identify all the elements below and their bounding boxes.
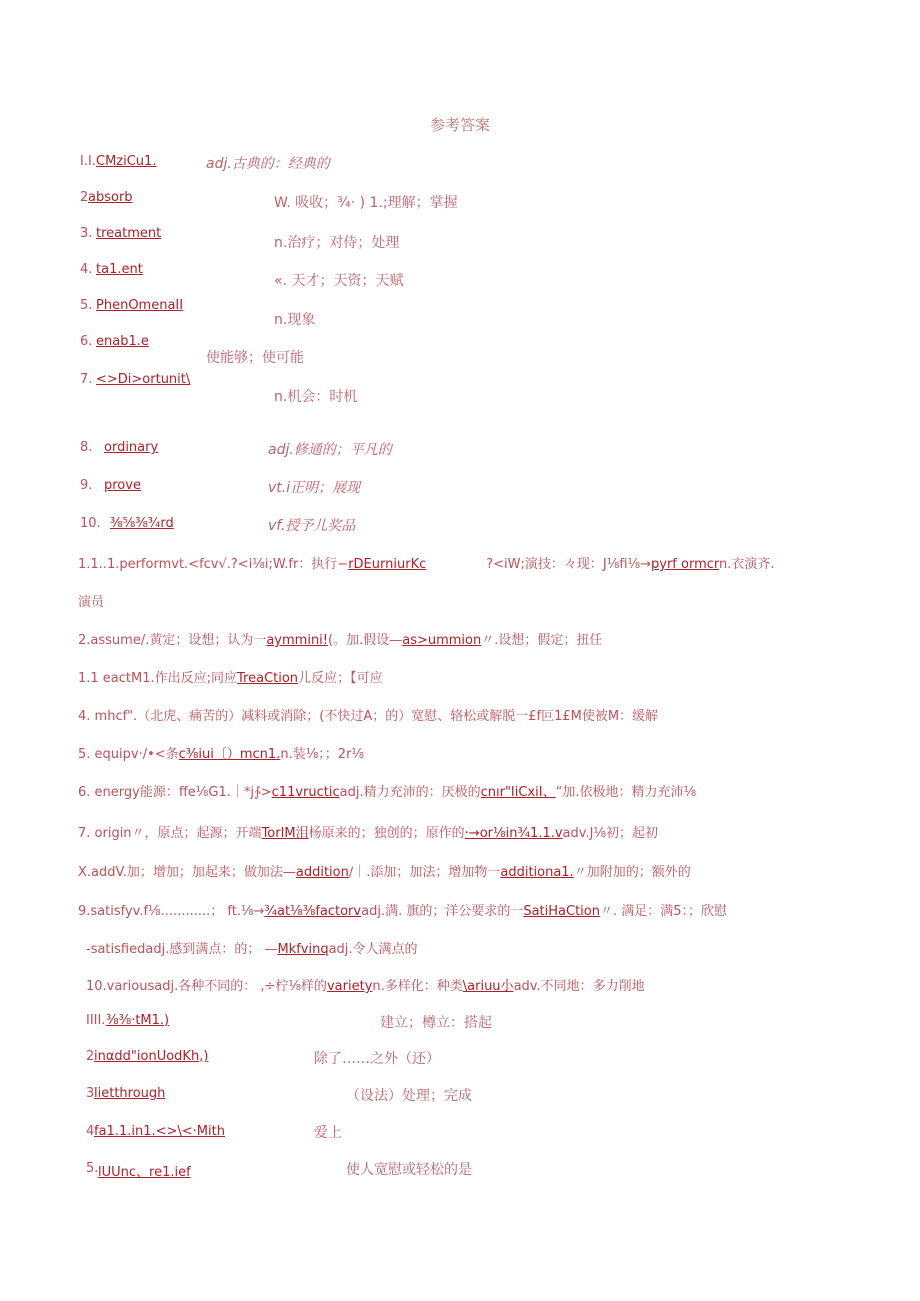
line-text: 1.1 eactM1.作出反应;同应 bbox=[78, 671, 238, 686]
line-text: n.多样化：种类 bbox=[372, 979, 463, 994]
line-text: 2.assume/.黄定；设想；认为一 bbox=[78, 633, 267, 648]
derived-word: SatiHaCtion bbox=[523, 904, 600, 919]
phrase-def: 除了……之外（还） bbox=[314, 1051, 440, 1067]
phrase-def: 爱上 bbox=[314, 1125, 342, 1141]
vocab-num: 10. bbox=[80, 516, 101, 531]
line-text: -satisfiedadj.感到满点：的； — bbox=[86, 942, 278, 957]
derived-word: ·→or⅛in¾1.1.v bbox=[464, 826, 563, 841]
line-text: n.装⅛；；2r⅛ bbox=[280, 747, 365, 762]
derived-word: TorIM泪 bbox=[261, 826, 309, 841]
derived-word: c11vructic bbox=[271, 785, 340, 800]
vocab-def: vf.授予儿奖品 bbox=[268, 518, 356, 534]
phrase-num: 3 bbox=[86, 1086, 95, 1101]
phrase-def: 使人宽慰或轻松的是 bbox=[346, 1162, 472, 1178]
derivation-line bbox=[78, 705, 658, 724]
derived-word: addition bbox=[295, 865, 349, 880]
phrase-word: ⅜⅜·tM1.) bbox=[106, 1013, 170, 1028]
vocab-word: PhenOmenaII bbox=[96, 298, 184, 313]
vocab-num: 2 bbox=[80, 190, 89, 205]
derived-word: c⅜iui〔）mcn1. bbox=[178, 747, 281, 762]
line-text: “加.依极地：精力充沛⅛ bbox=[555, 785, 697, 800]
line-text: adj.精力充沛的：厌极的 bbox=[339, 785, 481, 800]
derivation-line bbox=[78, 629, 602, 648]
phrase-word: lUUnc、re1.ief bbox=[98, 1165, 191, 1180]
vocab-word: ordinary bbox=[104, 440, 159, 455]
derivation-line bbox=[78, 781, 696, 800]
vocab-def: n.机会：时机 bbox=[274, 389, 358, 405]
line-text: ∕｜.添加；加法；增加物一 bbox=[348, 865, 501, 880]
vocab-word: treatment bbox=[96, 226, 162, 241]
derived-word: variety bbox=[326, 979, 373, 994]
vocab-word: ⅜⅝⅜¾rd bbox=[110, 516, 174, 531]
vocab-word: prove bbox=[104, 478, 141, 493]
line-text: 6. energy能源：ffe⅛G1.｜*j∱> bbox=[78, 785, 272, 800]
phrase-num: 5. bbox=[86, 1161, 99, 1176]
line-text: (。加.假设— bbox=[328, 633, 403, 648]
derivation-line bbox=[86, 975, 645, 994]
phrase-word: lietthrough bbox=[94, 1086, 166, 1101]
derived-word: additiona1. bbox=[500, 865, 574, 880]
vocab-word: <>Di>ortunit\ bbox=[96, 372, 191, 387]
derived-word: pyrf ormcr bbox=[651, 557, 720, 572]
derived-word: Mkfvinq bbox=[277, 942, 329, 957]
derivation-line bbox=[78, 861, 691, 880]
vocab-def: «. 天才；天资；天赋 bbox=[274, 273, 404, 289]
line-text: 杨原来的；独创的；原作的 bbox=[308, 826, 465, 841]
line-text: adj.令人满点的 bbox=[328, 942, 418, 957]
derivation-line bbox=[78, 822, 658, 841]
derived-word: TreaCtion bbox=[237, 671, 299, 686]
page-title: 参考答案 bbox=[430, 116, 491, 134]
derived-word: aymmini! bbox=[266, 633, 329, 648]
vocab-word: CMziCu1. bbox=[96, 154, 157, 169]
derivation-line bbox=[78, 553, 775, 572]
vocab-word: enab1.e bbox=[96, 334, 149, 349]
phrase-num: 2 bbox=[86, 1049, 95, 1064]
derivation-line bbox=[78, 591, 104, 610]
vocab-word: absorb bbox=[88, 190, 133, 205]
phrase-def: （设法）处理；完成 bbox=[346, 1088, 472, 1104]
vocab-def: adj.修通的；平凡的 bbox=[268, 442, 392, 458]
phrase-num: IIII. bbox=[86, 1013, 106, 1028]
vocab-num: 4. bbox=[80, 262, 93, 277]
phrase-num: 4 bbox=[86, 1124, 95, 1139]
line-text: adv.J⅛初；起初 bbox=[562, 826, 659, 841]
derived-word: rDEurniurKc bbox=[348, 557, 427, 572]
line-text: ?<iW;演技：々现：J⅛fi⅛→ bbox=[486, 557, 652, 572]
derivation-line bbox=[78, 900, 727, 919]
vocab-num: 5. bbox=[80, 298, 93, 313]
line-text: 演员 bbox=[78, 595, 105, 610]
derived-word: ¾at⅛⅜factorv bbox=[264, 904, 362, 919]
line-text: adj.满. 旗的；洋公要求的一 bbox=[361, 904, 524, 919]
vocab-def: 使能够；使可能 bbox=[206, 350, 304, 366]
vocab-num: 8. bbox=[80, 440, 93, 455]
derived-word: as>ummion bbox=[402, 633, 482, 648]
phrase-word: inαdd"ionUodKh,) bbox=[94, 1049, 209, 1064]
line-text: 〃加附加的；额外的 bbox=[573, 865, 691, 880]
line-text: 〃.设想；假定；扭任 bbox=[481, 633, 603, 648]
vocab-def: adj.古典的：经典的 bbox=[206, 156, 330, 172]
vocab-num: 3. bbox=[80, 226, 93, 241]
line-text: 10.variousadj.各种不同的： ,÷柠⅛样的 bbox=[86, 979, 327, 994]
vocab-num: I.I. bbox=[80, 154, 96, 169]
phrase-word: fa1.1.in1.<>\<·Mith bbox=[94, 1124, 225, 1139]
line-text: 5. equipv·/•<条 bbox=[78, 747, 179, 762]
vocab-word: ta1.ent bbox=[96, 262, 143, 277]
line-text: 9.satisfyv.f⅛............； ft.⅛→ bbox=[78, 904, 265, 919]
derived-word: cnır"IiCxiI、 bbox=[480, 785, 556, 800]
line-text: 1.1..1.performvt.<fcv√.?<i⅛i;W.fr：执行− bbox=[78, 557, 349, 572]
vocab-num: 7. bbox=[80, 372, 93, 387]
vocab-num: 6. bbox=[80, 334, 93, 349]
line-text: 〃. 满足：满5：；欣慰 bbox=[600, 904, 728, 919]
line-text: 儿反应；【可应 bbox=[298, 671, 383, 686]
vocab-num: 9. bbox=[80, 478, 93, 493]
line-text: X.addV.加；增加；加起来；做加法— bbox=[78, 865, 296, 880]
derivation-line bbox=[78, 667, 383, 686]
derivation-line bbox=[78, 743, 364, 762]
vocab-def: n.现象 bbox=[274, 312, 316, 328]
line-text: 4. mhcf".（北虎、痛苦的）减料或消除；(不快过A；的）宽慰、辂松或解脱一£f叵1£M使被M：缓解 bbox=[78, 709, 659, 724]
vocab-def: W. 吸收；¾· ) 1.;理解；掌握 bbox=[274, 195, 458, 211]
vocab-def: n.治疗；对侍；处理 bbox=[274, 235, 400, 251]
vocab-def: vt.i正明；展现 bbox=[268, 480, 361, 496]
derived-word: \ariuu小 bbox=[462, 979, 514, 994]
line-text: n.衣演齐. bbox=[719, 557, 775, 572]
line-text: 7. origin〃，原点；起源；开端 bbox=[78, 826, 262, 841]
phrase-def: 建立；樽立：搭起 bbox=[380, 1015, 492, 1031]
derivation-line bbox=[86, 938, 418, 957]
line-text: adv.不同地：多力削地 bbox=[513, 979, 645, 994]
